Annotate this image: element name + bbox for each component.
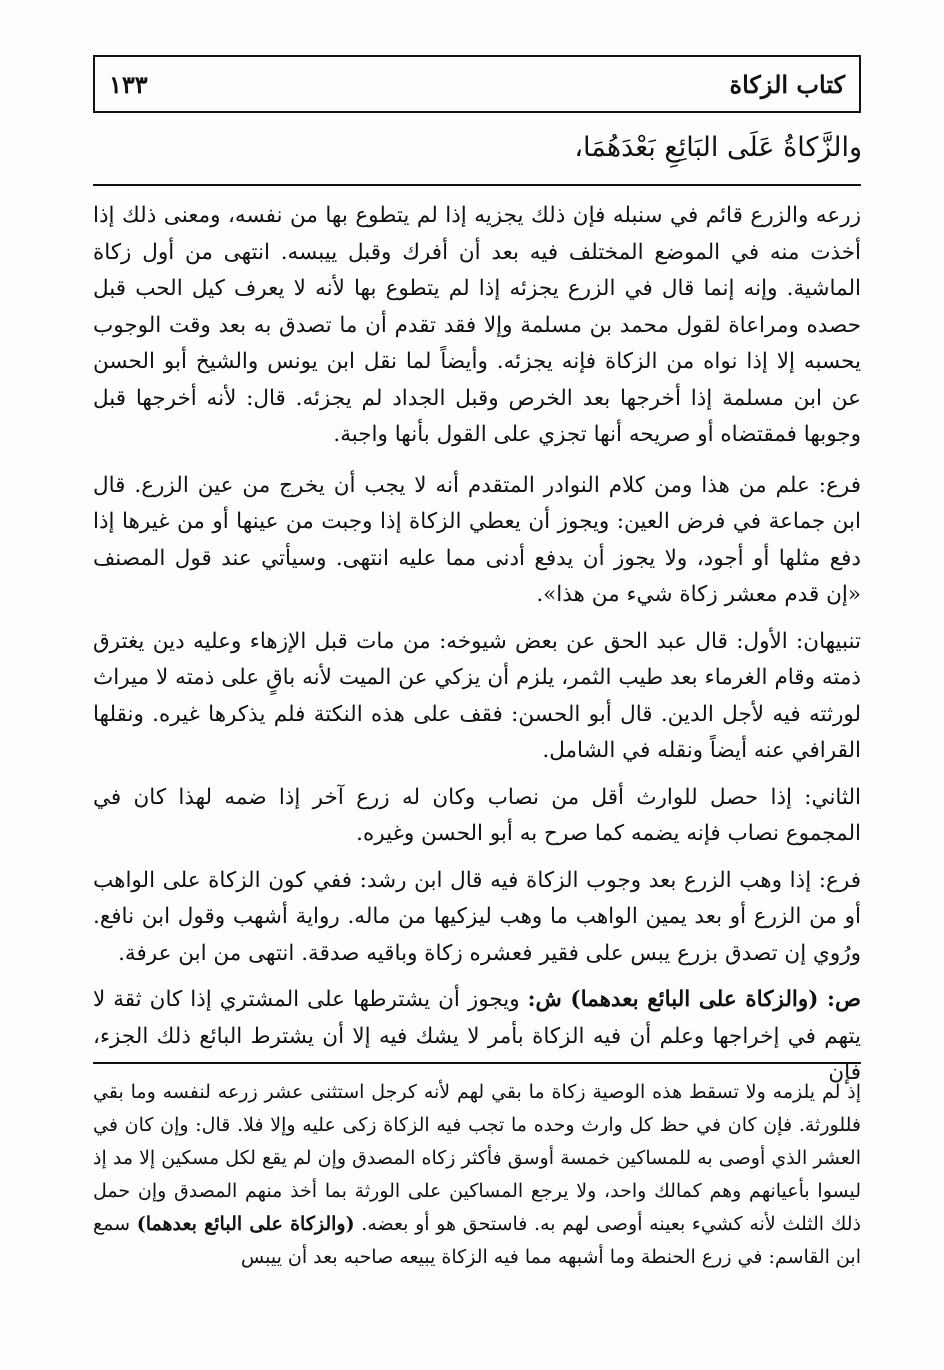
commentary-body [93,198,861,1102]
footnote-paragraph [93,1076,861,1274]
commentary-paragraph-2: فرع: علم من هذا ومن كلام النوادر المتقدم أنه لا يجب أن يخرج من عين الزرع. قال ابن جماعة في فرض العين: ويجوز أن يعطي الزكاة إذا وجبت من عينها أو من غيرها إذا دفع مثلها أو أجود، ولا يجوز أن يدفع أدنى مما عليه انتهى. وسيأتي عند قول المصنف «إن قدم معشر زكاة شيء من هذا». [93,472,861,607]
matn-text: والزَّكاةُ عَلَى البَائِعِ بَعْدَهُمَا، [574,132,862,163]
footnote-text-1: إذ لم يلزمه ولا تسقط هذه الوصية زكاة ما بقي لهم لأنه كرجل استثنى عشر زرعه لنفسه وما بقي فللورثة. فإن كان في حظ كل وارث وحده ما تجب فيه الزكاة زكى عليه وإلا فلا. قال: وإن كان في العشر الذي أوصى به للمساكين خمسة أوسق فأكثر زكاه المصدق وإن لم يقع لكل مسكين إلا مد إذ ليسوا بأعيانهم وهم كمالك واحد، ولا يرجع المساكين على الورثة بما أخذ منهم المصدق وإن حمل ذلك الثلث لأنه كشيء بعينه أوصى لهم به. فاستحق هو أو بعضه. [93,1081,862,1235]
footnote-bold-quote: (والزكاة على البائع بعدهما) [136,1213,355,1235]
divider-top [93,184,861,186]
commentary-paragraph-4: الثاني: إذا حصل للوارث أقل من نصاب وكان له زرع آخر إذا ضمه لهذا كان في المجموع نصاب فإنه يضمه كما صرح به أبو الحسن وغيره. [93,784,861,846]
commentary-paragraph-6-text: ويجوز أن يشترطها على المشتري إذا كان ثقة لا يتهم في إخراجها وعلم أن فيه الزكاة بأمر لا يشك فيه إلا أن يشترط البائع ذلك الجزء، فإن [93,987,861,1085]
footnote [93,1076,861,1274]
commentary-paragraph-3: تنبيهان: الأول: قال عبد الحق عن بعض شيوخه: من مات قبل الإزهاء وعليه دين يغترق ذمته وقام الغرماء بعد طيب الثمر، يلزم أن يزكي عن الميت لأنه باقٍ على ذمته لا ميراث لورثته فيه لأجل الدين. قال أبو الحسن: فقف على هذه النكتة فلم يذكرها غيره. ونقلها القرافي عنه أيضاً ونقله في الشامل. [93,628,861,763]
matn-quote: ص: (والزكاة على البائع بعدهما) ش: [527,987,861,1012]
commentary-paragraph-5: فرع: إذا وهب الزرع بعد وجوب الزكاة فيه قال ابن رشد: ففي كون الزكاة على الواهب أو من الزرع أو بعد يمين الواهب ما وهب ليزكيها من ماله. رواية أشهب وقول ابن نافع. ورُوي إن تصدق بزرع يبس على فقير فعشره زكاة وباقيه صدقة. انتهى من ابن عرفة. [93,867,861,966]
footnote-divider [93,1062,861,1064]
commentary-paragraph-1: زرعه والزرع قائم في سنبله فإن ذلك يجزيه إذا لم يتطوع بها من نفسه، ومعنى ذلك إذا أخذت منه في الموضع المختلف فيه بعد أن أفرك وقبل ييبسه. انتهى من أول زكاة الماشية. وإنه إنما قال في الزرع يجزئه إذا لم يتطوع بها لأنه لا يعرف كيل الحب قبل حصده ومراعاة لقول محمد بن مسلمة وإلا فقد تقدم أن ما تصدق به بعد وقت الوجوب يحسبه إلا إذا نواه من الزكاة فإنه يجزئه. وأيضاً لما نقل ابن يونس والشيخ أبو الحسن عن ابن مسلمة إذا أخرجها بعد الخرص وقبل الجداد لم يجزئه. قال: لأنه أخرجها قبل وجوبها فمقتضاه أو صريحه أنها تجزي على القول بأنها واجبة. [93,203,861,447]
page-number: ١٣٣ [109,70,148,99]
running-header [93,55,861,113]
footnote-text-2: سمع ابن القاسم: في زرع الحنطة وما أشبهه مما فيه الزكاة يبيعه صاحبه بعد أن ييبس [93,1213,861,1268]
book-title: كتاب الزكاة [729,70,845,99]
